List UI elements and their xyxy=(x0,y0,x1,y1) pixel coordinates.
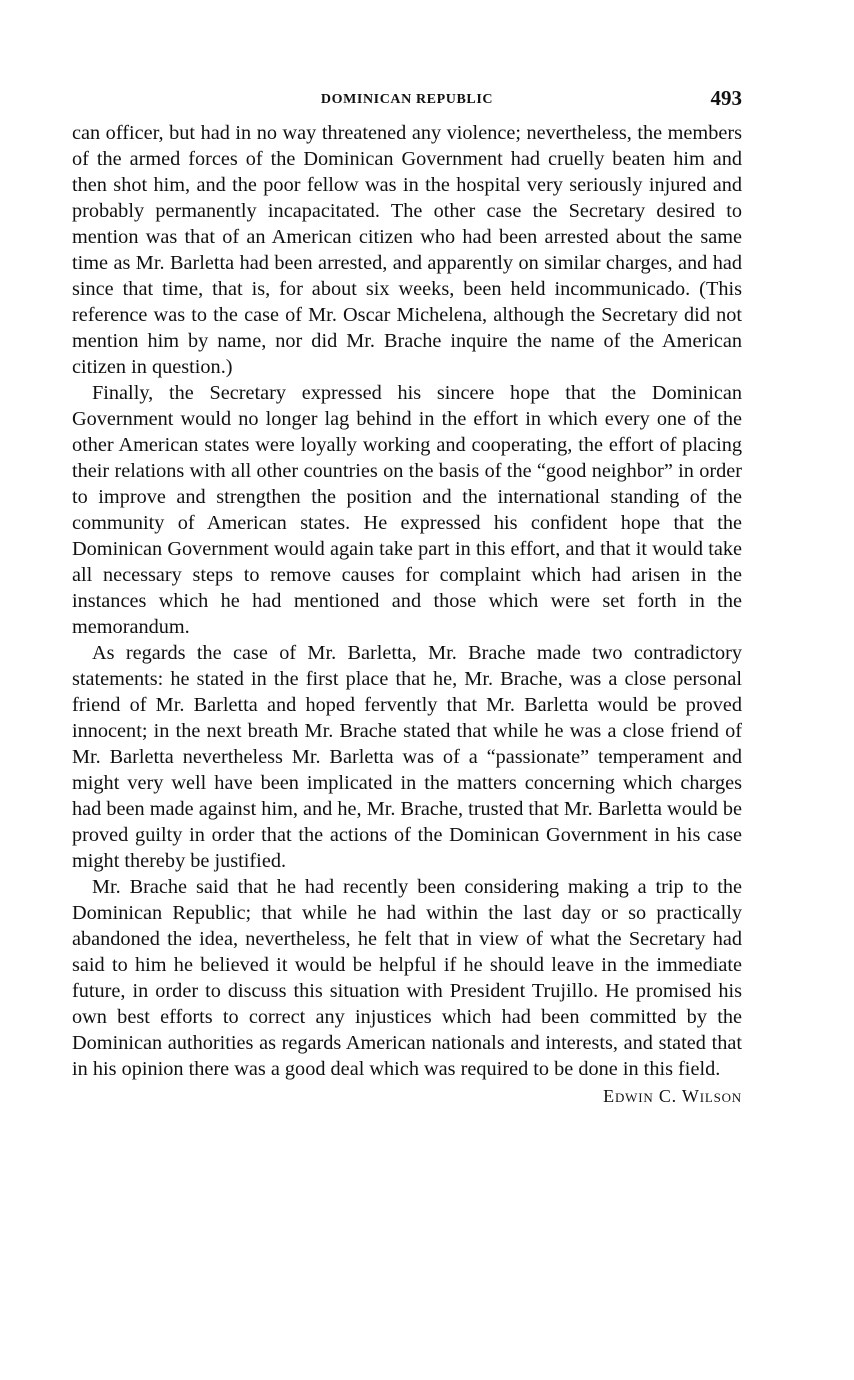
document-page xyxy=(72,88,742,1107)
paragraph-brache-trip: Mr. Brache said that he had recently been considering making a trip to the Dominican Republic; that while he had within the last day or so practically abandoned the idea, nevertheless, he felt that in view of what the Secretary had said to him he believed it would be helpful if he should leave in the immediate future, in order to discuss this situation with President Trujillo. He promised his own best efforts to correct any injustices which had been committed by the Dominican authorities as regards American nationals and interests, and stated that in his opinion there was a good deal which was required to be done in this field. xyxy=(72,876,742,1080)
running-title: DOMINICAN REPUBLIC xyxy=(320,92,494,107)
paragraph-continuation: can officer, but had in no way threatened any violence; nevertheless, the members of the armed forces of the Dominican Government had cruelly beaten him and then shot him, and the poor fellow was in the hospital very seriously injured and probably permanently incapacitated. The other case the Secretary desired to mention was that of an American citizen who had been arrested about the same time as Mr. Barletta had been arrested, and apparently on similar charges, and had since that time, that is, for about six weeks, been held incommunicado. (This reference was to the case of Mr. Oscar Michelena, although the Secretary did not mention him by name, nor did Mr. Brache inquire the name of the American citizen in question.) xyxy=(72,122,742,378)
paragraph-secretary-hope: Finally, the Secretary expressed his sincere hope that the Dominican Government would no longer lag behind in the effort in which every one of the other American states were loyally working and cooperating, the effort of placing their relations with all other countries on the basis of the “good neighbor” in order to improve and strengthen the position and the international standing of the community of American states. He expressed his confident hope that the Dominican Government would again take part in this effort, and that it would take all necessary steps to remove causes for complaint which had arisen in the instances which he had mentioned and those which were set forth in the memorandum. xyxy=(72,382,742,638)
signature: Edwin C. Wilson xyxy=(603,1086,742,1106)
page-number: 493 xyxy=(710,86,742,110)
body-text xyxy=(72,120,742,1082)
paragraph-barletta-case: As regards the case of Mr. Barletta, Mr. Brache made two contradictory statements: he stated in the first place that he, Mr. Brache, was a close personal friend of Mr. Barletta and hoped fervently that Mr. Barletta would be proved innocent; in the next breath Mr. Brache stated that while he was a close friend of Mr. Barletta nevertheless Mr. Barletta was of a “passionate” temperament and might very well have been implicated in the matters concerning which charges had been made against him, and he, Mr. Brache, trusted that Mr. Barletta would be proved guilty in order that the actions of the Dominican Government in his case might thereby be justified. xyxy=(72,642,742,872)
running-head xyxy=(72,88,742,116)
